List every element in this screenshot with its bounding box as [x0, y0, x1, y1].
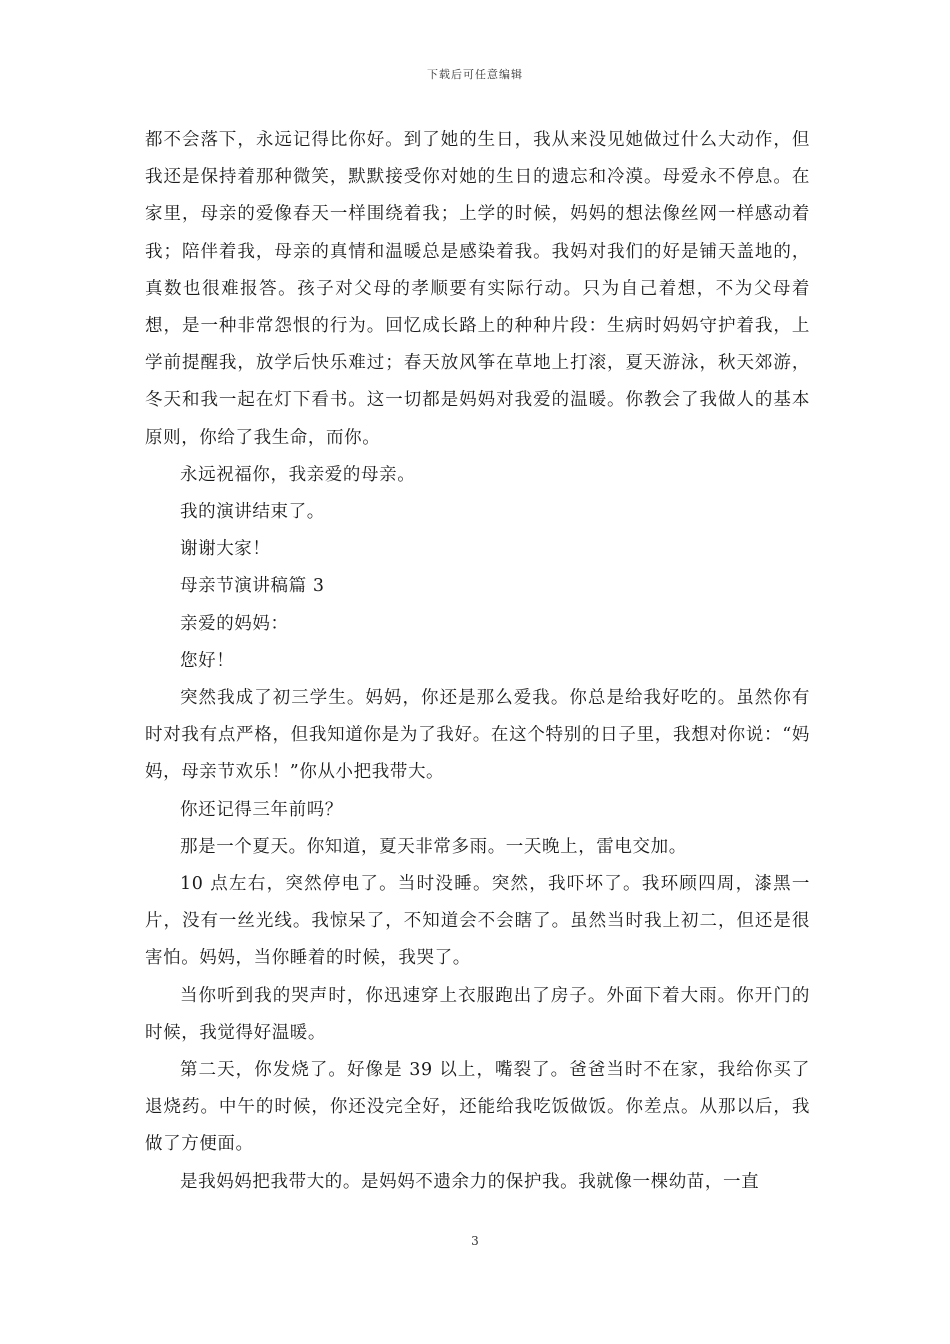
document-body — [145, 122, 810, 1201]
paragraph: 那是一个夏天。你知道，夏天非常多雨。一天晚上，雷电交加。 — [180, 836, 687, 857]
section-heading: 母亲节演讲稿篇 3 — [180, 576, 325, 597]
paragraph: 都不会落下，永远记得比你好。到了她的生日，我从来没见她做过什么大动作，但我还是保持着那种微笑，默默接受你对她的生日的遗忘和冷漠。母爱永不停息。在家里，母亲的爱像春天一样围绕着我；上学的时候，妈妈的想法像丝网一样感动着我；陪伴着我，母亲的真情和温暖总是感染着我。我妈对我们的好是铺天盖地的，真数也很难报答。孩子对父母的孝顺要有实际行动。只为自己着想，不为父母着想，是一种非常怨恨的行为。回忆成长路上的种种片段：生病时妈妈守护着我，上学前提醒我，放学后快乐难过；春天放风筝在草地上打滚，夏天游泳，秋天郊游，冬天和我一起在灯下看书。这一切都是妈妈对我爱的温暖。你教会了我做人的基本原则，你给了我生命，而你。 — [145, 130, 810, 448]
paragraph: 我的演讲结束了。 — [180, 502, 325, 523]
salutation: 亲爱的妈妈： — [180, 613, 289, 634]
paragraph: 当你听到我的哭声时，你迅速穿上衣服跑出了房子。外面下着大雨。你开门的时候，我觉得好温暖。 — [145, 985, 810, 1043]
page-number: 3 — [471, 1234, 479, 1248]
paragraph: 第二天，你发烧了。好像是 39 以上，嘴裂了。爸爸当时不在家，我给你买了退烧药。中午的时候，你还没完全好，还能给我吃饭做饭。你差点。从那以后，我做了方便面。 — [145, 1060, 810, 1155]
paragraph: 突然我成了初三学生。妈妈，你还是那么爱我。你总是给我好吃的。虽然你有时对我有点严格，但我知道你是为了我好。在这个特别的日子里，我想对你说：“妈妈，母亲节欢乐！”你从小把我带大。 — [145, 688, 810, 783]
paragraph: 是我妈妈把我带大的。是妈妈不遗余力的保护我。我就像一棵幼苗，一直 — [180, 1171, 760, 1192]
paragraph: 永远祝福你，我亲爱的母亲。 — [180, 464, 416, 485]
paragraph: 你还记得三年前吗？ — [180, 799, 343, 820]
paragraph: 10 点左右，突然停电了。当时没睡。突然，我吓坏了。我环顾四周，漆黑一片，没有一丝光线。我惊呆了，不知道会不会瞎了。虽然当时我上初二，但还是很害怕。妈妈，当你睡着的时候，我哭了。 — [145, 874, 810, 969]
page-header: 下载后可任意编辑 — [427, 68, 523, 81]
paragraph: 谢谢大家！ — [180, 539, 271, 560]
greeting: 您好！ — [180, 650, 235, 671]
